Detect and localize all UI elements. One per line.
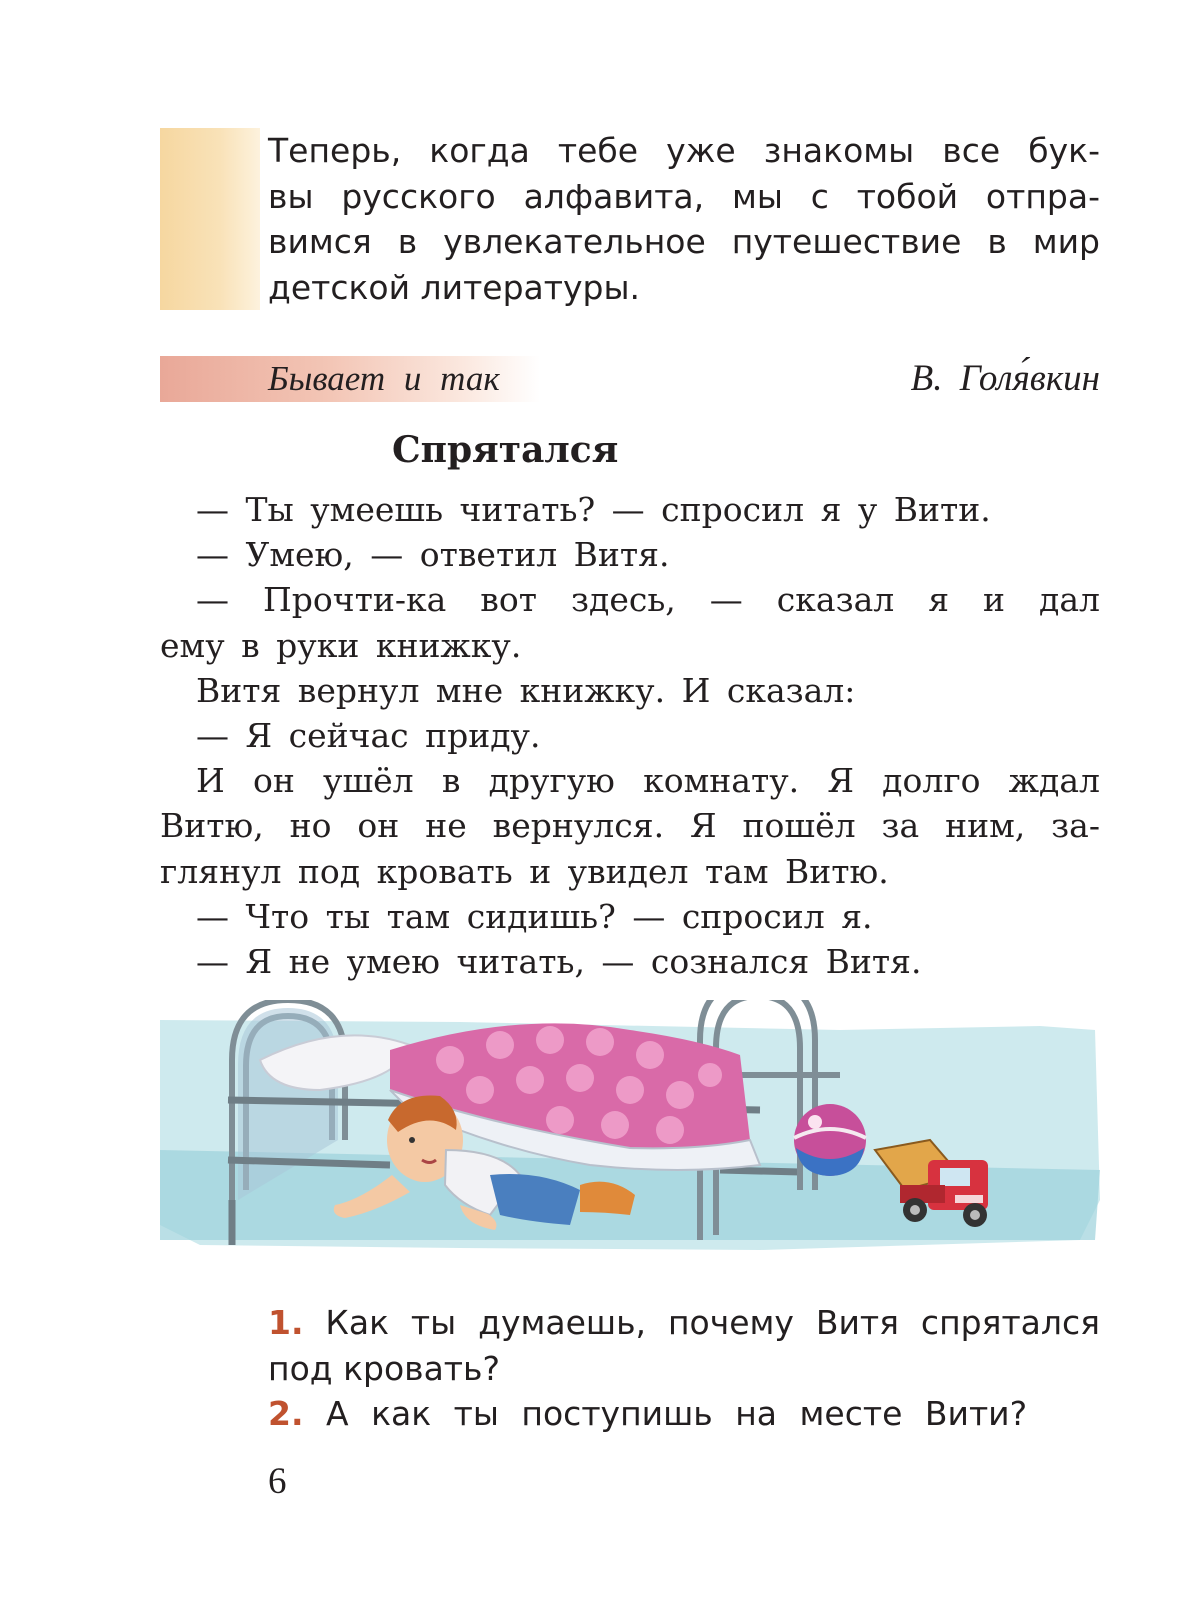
question-line (268, 1391, 1100, 1437)
question-line (268, 1300, 1100, 1346)
section-header (160, 356, 1100, 402)
question-number: 2. (268, 1394, 304, 1433)
author-name: В. Голя́вкин (910, 358, 1100, 399)
story-line: — Я сейчас приду. (196, 716, 541, 756)
story-text (160, 487, 1100, 984)
question-text: А как ты поступишь на месте Вити? (326, 1394, 1028, 1433)
question-text: под кровать? (268, 1348, 500, 1388)
question-text: Как ты думаешь, почему Витя спрятался (325, 1303, 1100, 1342)
question-1 (268, 1300, 1100, 1391)
intro-line: детской литературы. (268, 267, 641, 307)
story-line: глянул под кровать и увидел там Витю. (160, 851, 889, 891)
story-line: ему в руки книжку. (160, 625, 522, 665)
story-line: И он ушёл в другую комнату. Я долго ждал (196, 761, 1100, 801)
ball-icon (794, 1104, 866, 1176)
intro-line: Теперь, когда тебе уже знакомы все бук- (268, 131, 1100, 170)
story-line: — Прочти-ка вот здесь, — сказал я и дал (196, 580, 1100, 620)
question-number: 1. (268, 1303, 304, 1342)
story-line: Витя вернул мне книжку. И сказал: (196, 670, 856, 710)
story-title: Спрятался (392, 429, 619, 471)
intro-highlight-bar (160, 128, 260, 310)
story-line: Витю, но он не вернулся. Я пошёл за ним, за- (160, 806, 1100, 846)
intro-block (160, 128, 1100, 310)
story-line: — Умею, — ответил Витя. (196, 535, 670, 575)
page-number: 6 (268, 1461, 287, 1502)
intro-text (268, 128, 1100, 310)
intro-line: вы русского алфавита, мы с тобой отпра- (268, 176, 1100, 216)
section-label: Бывает и так (268, 359, 500, 398)
story-line: — Ты умеешь читать? — спросил я у Вити. (196, 490, 991, 529)
intro-line: вимся в увлекательное путешествие в мир (268, 222, 1100, 261)
story-line: — Я не умею читать, — сознался Витя. (196, 942, 922, 982)
story-line: — Что ты там сидишь? — спросил я. (196, 896, 873, 936)
question-2 (268, 1391, 1100, 1437)
questions (268, 1300, 1100, 1437)
boy-under-bed-illustration (160, 1000, 1102, 1290)
